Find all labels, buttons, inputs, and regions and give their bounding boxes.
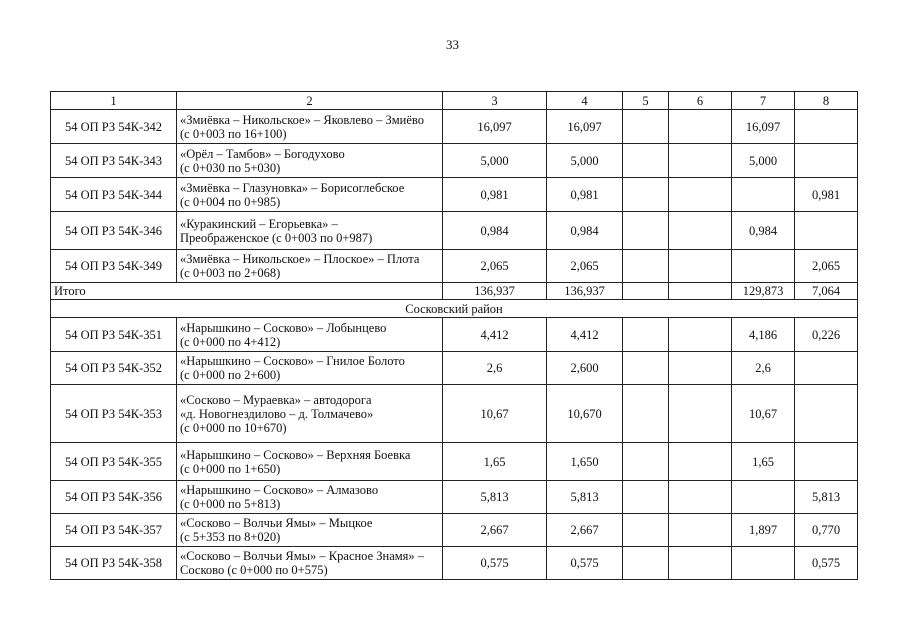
road-name-line: «Сосково – Волчьи Ямы» – Красное Знамя» – xyxy=(180,549,425,563)
value-c4: 2,667 xyxy=(547,514,623,547)
road-name-line: (с 0+000 по 2+600) xyxy=(180,368,281,382)
value-c3: 2,065 xyxy=(443,250,547,283)
table-row xyxy=(51,250,858,283)
value-c6 xyxy=(669,547,732,580)
value-c8: 0,770 xyxy=(795,514,858,547)
value-c3: 5,813 xyxy=(443,481,547,514)
value-c7: 16,097 xyxy=(732,110,795,144)
total-c8: 7,064 xyxy=(795,283,858,300)
value-c6 xyxy=(669,178,732,212)
value-c7: 0,984 xyxy=(732,212,795,250)
table-row xyxy=(51,514,858,547)
value-c8 xyxy=(795,443,858,481)
road-name-line: «Змиёвка – Никольское» – Плоское» – Плота xyxy=(180,252,420,266)
road-table xyxy=(50,91,858,580)
value-c3: 0,981 xyxy=(443,178,547,212)
value-c4: 0,981 xyxy=(547,178,623,212)
road-name-line: (с 0+003 по 2+068) xyxy=(180,266,281,280)
value-c8: 0,226 xyxy=(795,318,858,352)
value-c8 xyxy=(795,110,858,144)
column-header: 4 xyxy=(547,92,623,110)
road-name xyxy=(177,250,443,283)
road-name-line: «д. Новогнездилово – д. Толмачево» xyxy=(180,406,374,421)
road-name-line: (с 0+000 по 10+670) xyxy=(180,420,287,435)
road-name-line: Сосково (с 0+000 по 0+575) xyxy=(180,563,328,577)
value-c7 xyxy=(732,547,795,580)
column-header: 1 xyxy=(51,92,177,110)
value-c7: 1,897 xyxy=(732,514,795,547)
road-name xyxy=(177,481,443,514)
value-c6 xyxy=(669,514,732,547)
total-label: Итого xyxy=(51,283,443,300)
value-c8 xyxy=(795,352,858,385)
table-row xyxy=(51,110,858,144)
road-code: 54 ОП РЗ 54К-358 xyxy=(51,547,177,580)
road-name xyxy=(177,443,443,481)
table-row xyxy=(51,318,858,352)
value-c4: 0,984 xyxy=(547,212,623,250)
value-c3: 0,984 xyxy=(443,212,547,250)
value-c7: 4,186 xyxy=(732,318,795,352)
road-name-line: (с 0+030 по 5+030) xyxy=(180,160,281,175)
value-c7: 10,67 xyxy=(732,385,795,443)
value-c5 xyxy=(623,318,669,352)
road-name-line: «Нарышкино – Сосково» – Гнилое Болото xyxy=(180,354,405,368)
value-c7 xyxy=(732,481,795,514)
value-c3: 5,000 xyxy=(443,144,547,178)
value-c5 xyxy=(623,178,669,212)
road-code: 54 ОП РЗ 54К-355 xyxy=(51,443,177,481)
value-c6 xyxy=(669,144,732,178)
value-c3: 16,097 xyxy=(443,110,547,144)
table-row xyxy=(51,443,858,481)
value-c3: 4,412 xyxy=(443,318,547,352)
value-c5 xyxy=(623,212,669,250)
value-c4: 2,600 xyxy=(547,352,623,385)
value-c7: 5,000 xyxy=(732,144,795,178)
road-name-line: «Сосково – Волчьи Ямы» – Мыцкое xyxy=(180,516,373,530)
value-c6 xyxy=(669,352,732,385)
table-row xyxy=(51,178,858,212)
road-name-line: «Змиёвка – Глазуновка» – Борисоглебское xyxy=(180,180,405,195)
value-c5 xyxy=(623,352,669,385)
value-c6 xyxy=(669,212,732,250)
total-c6 xyxy=(669,283,732,300)
road-code: 54 ОП РЗ 54К-356 xyxy=(51,481,177,514)
value-c8 xyxy=(795,212,858,250)
value-c5 xyxy=(623,144,669,178)
road-code: 54 ОП РЗ 54К-342 xyxy=(51,110,177,144)
value-c5 xyxy=(623,547,669,580)
value-c5 xyxy=(623,250,669,283)
road-name xyxy=(177,110,443,144)
district-title: Сосковский район xyxy=(51,300,858,318)
value-c3: 2,6 xyxy=(443,352,547,385)
value-c3: 2,667 xyxy=(443,514,547,547)
total-c7: 129,873 xyxy=(732,283,795,300)
road-code: 54 ОП РЗ 54К-344 xyxy=(51,178,177,212)
table-row xyxy=(51,547,858,580)
value-c5 xyxy=(623,481,669,514)
total-row xyxy=(51,283,858,300)
column-header: 5 xyxy=(623,92,669,110)
table-row xyxy=(51,212,858,250)
road-name-line: «Нарышкино – Сосково» – Алмазово xyxy=(180,483,379,497)
column-header: 6 xyxy=(669,92,732,110)
value-c4: 4,412 xyxy=(547,318,623,352)
road-name-line: «Змиёвка – Никольское» – Яковлево – Змиёво xyxy=(180,112,424,127)
road-code: 54 ОП РЗ 54К-353 xyxy=(51,385,177,443)
road-code: 54 ОП РЗ 54К-349 xyxy=(51,250,177,283)
road-code: 54 ОП РЗ 54К-351 xyxy=(51,318,177,352)
value-c7: 1,65 xyxy=(732,443,795,481)
district-row xyxy=(51,300,858,318)
road-name xyxy=(177,385,443,443)
value-c4: 5,813 xyxy=(547,481,623,514)
value-c6 xyxy=(669,250,732,283)
road-name-line: (с 0+000 по 4+412) xyxy=(180,334,281,349)
value-c8 xyxy=(795,385,858,443)
value-c6 xyxy=(669,110,732,144)
road-name xyxy=(177,144,443,178)
column-header: 8 xyxy=(795,92,858,110)
road-code: 54 ОП РЗ 54К-357 xyxy=(51,514,177,547)
road-name-line: (с 5+353 по 8+020) xyxy=(180,530,281,544)
total-c3: 136,937 xyxy=(443,283,547,300)
road-name xyxy=(177,178,443,212)
road-name-line: «Орёл – Тамбов» – Богодухово xyxy=(180,146,345,161)
column-header: 7 xyxy=(732,92,795,110)
value-c5 xyxy=(623,385,669,443)
value-c6 xyxy=(669,385,732,443)
total-c5 xyxy=(623,283,669,300)
value-c5 xyxy=(623,443,669,481)
value-c4: 0,575 xyxy=(547,547,623,580)
road-name xyxy=(177,547,443,580)
road-name-line: Преображенское (с 0+003 по 0+987) xyxy=(180,230,373,245)
page-number: 33 xyxy=(446,37,459,52)
road-name-line: (с 0+003 по 16+100) xyxy=(180,126,287,141)
value-c5 xyxy=(623,514,669,547)
table-row xyxy=(51,385,858,443)
road-name-line: (с 0+000 по 1+650) xyxy=(180,461,281,476)
value-c6 xyxy=(669,318,732,352)
value-c4: 10,670 xyxy=(547,385,623,443)
header-row xyxy=(51,92,858,110)
road-name xyxy=(177,352,443,385)
table-row xyxy=(51,352,858,385)
road-name-line: «Сосково – Мураевка» – автодорога xyxy=(180,392,372,407)
road-name-line: «Куракинский – Егорьевка» – xyxy=(180,216,338,231)
value-c4: 2,065 xyxy=(547,250,623,283)
value-c4: 5,000 xyxy=(547,144,623,178)
value-c8: 5,813 xyxy=(795,481,858,514)
table-row xyxy=(51,144,858,178)
value-c7: 2,6 xyxy=(732,352,795,385)
road-name xyxy=(177,318,443,352)
column-header: 2 xyxy=(177,92,443,110)
road-code: 54 ОП РЗ 54К-352 xyxy=(51,352,177,385)
table-row xyxy=(51,481,858,514)
road-name-line: (с 0+004 по 0+985) xyxy=(180,194,281,209)
value-c8 xyxy=(795,144,858,178)
road-name-line: (с 0+000 по 5+813) xyxy=(180,497,281,511)
value-c7 xyxy=(732,250,795,283)
value-c5 xyxy=(623,110,669,144)
road-name xyxy=(177,212,443,250)
value-c4: 1,650 xyxy=(547,443,623,481)
value-c6 xyxy=(669,481,732,514)
road-code: 54 ОП РЗ 54К-346 xyxy=(51,212,177,250)
road-name-line: «Нарышкино – Сосково» – Лобынцево xyxy=(180,320,387,335)
road-name xyxy=(177,514,443,547)
value-c8: 0,575 xyxy=(795,547,858,580)
value-c8: 0,981 xyxy=(795,178,858,212)
value-c4: 16,097 xyxy=(547,110,623,144)
total-c4: 136,937 xyxy=(547,283,623,300)
value-c3: 1,65 xyxy=(443,443,547,481)
road-code: 54 ОП РЗ 54К-343 xyxy=(51,144,177,178)
value-c3: 10,67 xyxy=(443,385,547,443)
value-c8: 2,065 xyxy=(795,250,858,283)
road-name-line: «Нарышкино – Сосково» – Верхняя Боевка xyxy=(180,447,411,462)
column-header: 3 xyxy=(443,92,547,110)
value-c3: 0,575 xyxy=(443,547,547,580)
value-c7 xyxy=(732,178,795,212)
value-c6 xyxy=(669,443,732,481)
